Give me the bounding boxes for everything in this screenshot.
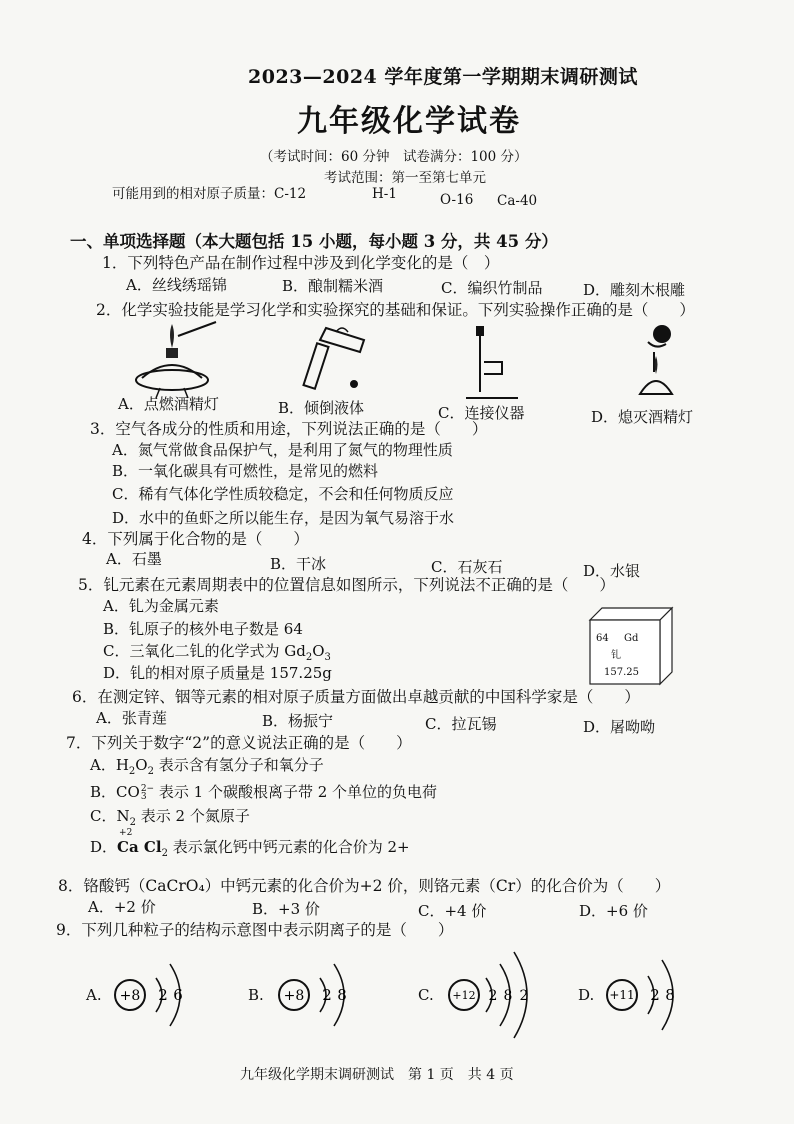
q8-stem: 8．铬酸钙（CaCrO₄）中钙元素的化合价为+2 价，则铬元素（Cr）的化合价为（ ） xyxy=(58,877,671,895)
q8-option-b: B．+3 价 xyxy=(252,900,320,918)
q5-option-c: C．三氧化二钆的化学式为 $Gd_2O_3$ xyxy=(103,642,331,663)
q9-atom-diagram-d xyxy=(604,946,704,1044)
q4-option-a: A．石墨 xyxy=(106,550,162,568)
connecting-apparatus-illustration xyxy=(462,322,522,404)
q9-option-a-label: A. xyxy=(86,986,102,1004)
q2-stem: 2．化学实验技能是学习化学和实验探究的基础和保证。下列实验操作正确的是（ ） xyxy=(96,301,695,319)
q9-a-shell1: 2 xyxy=(158,986,168,1004)
q8-option-d: D．+6 价 xyxy=(579,902,648,920)
q4-option-b: B．干冰 xyxy=(270,555,327,573)
q8-option-a: A．+2 价 xyxy=(88,898,156,916)
q1-option-b: B．酿制糯米酒 xyxy=(282,277,384,295)
q1-stem: 1．下列特色产品在制作过程中涉及到化学变化的是（ ） xyxy=(102,254,500,272)
atomic-mass-ca: Ca-40 xyxy=(497,193,538,209)
atomic-mass-label: 可能用到的相对原子质量：C-12 xyxy=(112,186,307,202)
scope: 考试范围：第一至第七单元 xyxy=(324,170,486,186)
q6-stem: 6．在测定锌、铟等元素的相对原子质量方面做出卓越贡献的中国科学家是（ ） xyxy=(72,688,640,706)
q3-option-c: C．稀有气体化学性质较稳定，不会和任何物质反应 xyxy=(112,485,454,503)
q6-option-b: B．杨振宁 xyxy=(262,712,334,730)
q9-b-shell1: 2 xyxy=(322,986,332,1004)
q3-option-d: D．水中的鱼虾之所以能生存，是因为氧气易溶于水 xyxy=(112,509,455,527)
q6-option-a: A．张青莲 xyxy=(96,709,167,727)
q6-option-c: C．拉瓦锡 xyxy=(425,715,497,733)
q8-option-c: C．+4 价 xyxy=(418,902,487,920)
q7-option-a: A．$H_2O_2$ 表示含有氢分子和氧分子 xyxy=(90,756,324,777)
q2-option-b: B．倾倒液体 xyxy=(278,399,365,417)
alcohol-lamp-lighting-illustration xyxy=(130,312,220,400)
q2-option-a: A．点燃酒精灯 xyxy=(118,395,219,413)
q9-stem: 9．下列几种粒子的结构示意图中表示阴离子的是（ ） xyxy=(56,921,454,939)
q2-option-c: C．连接仪器 xyxy=(438,404,525,422)
q9-a-nucleus: +8 xyxy=(119,988,141,1004)
q2-option-d: D．熄灭酒精灯 xyxy=(591,408,694,426)
atomic-mass-h: H-1 xyxy=(372,186,397,202)
q9-atom-diagram-b xyxy=(276,950,376,1040)
q4-stem: 4．下列属于化合物的是（ ） xyxy=(82,530,309,548)
q3-option-a: A．氮气常做食品保护气，是利用了氮气的物理性质 xyxy=(112,441,453,459)
q9-atom-diagram-c xyxy=(446,946,556,1044)
q9-b-shell2: 8 xyxy=(337,986,347,1004)
cell-atomic-number: 64 xyxy=(596,633,609,644)
q4-option-c: C．石灰石 xyxy=(431,558,503,576)
q3-stem: 3．空气各成分的性质和用途，下列说法正确的是（ ） xyxy=(90,420,488,438)
cell-symbol: Gd xyxy=(624,633,639,644)
q9-d-shell1: 2 xyxy=(650,986,660,1004)
q9-atom-diagram-a xyxy=(112,950,212,1040)
q5-option-d: D．钆的相对原子质量是 157.25g xyxy=(103,664,332,682)
q9-d-nucleus: +11 xyxy=(609,988,635,1002)
atomic-mass-o: O-16 xyxy=(440,192,474,208)
q6-option-d: D．屠呦呦 xyxy=(583,718,656,736)
q5-stem: 5．钆元素在元素周期表中的位置信息如图所示，下列说法不正确的是（ ） xyxy=(78,576,615,594)
q7-option-b: B．CO2− 3 表示 1 个碳酸根离子带 2 个单位的负电荷 xyxy=(90,783,438,802)
q9-a-shell2: 6 xyxy=(173,986,183,1004)
q4-option-d: D．水银 xyxy=(583,562,641,580)
q7-option-c: C．$N_2$ 表示 2 个氮原子 xyxy=(90,807,250,828)
q7-option-d: D． +2 Ca $Cl_2$ 表示氯化钙中钙元素的化合价为 2+ xyxy=(90,828,410,859)
section-title: 一、单项选择题（本大题包括 15 小题，每小题 3 分，共 45 分） xyxy=(70,232,558,251)
q9-c-shell3: 2 xyxy=(519,988,529,1004)
paper-title: 九年级化学试卷 xyxy=(297,104,521,139)
cell-atomic-mass: 157.25 xyxy=(604,667,639,678)
q9-c-shell2: 8 xyxy=(503,988,513,1004)
q9-d-shell2: 8 xyxy=(665,986,675,1004)
q9-option-d-label: D. xyxy=(578,986,595,1004)
extinguishing-lamp-illustration xyxy=(626,322,688,402)
q1-option-a: A．丝线绣瑶锦 xyxy=(126,276,227,294)
q5-option-a: A．钆为金属元素 xyxy=(103,597,219,615)
q9-c-shell1: 2 xyxy=(488,988,498,1004)
q9-option-b-label: B. xyxy=(248,986,264,1004)
q5-option-b: B．钆原子的核外电子数是 64 xyxy=(103,620,303,638)
q7-stem: 7．下列关于数字“2”的意义说法正确的是（ ） xyxy=(66,734,412,752)
q9-b-nucleus: +8 xyxy=(283,988,305,1004)
q1-option-c: C．编织竹制品 xyxy=(441,279,543,297)
page-footer: 九年级化学期末调研测试 第 1 页 共 4 页 xyxy=(240,1067,514,1083)
cell-element-name: 钆 xyxy=(611,650,621,661)
q9-option-c-label: C. xyxy=(418,986,434,1004)
q9-c-nucleus: +12 xyxy=(452,989,476,1002)
exam-name: 2023—2024 学年度第一学期期末调研测试 xyxy=(248,66,638,88)
time-info: （考试时间：60 分钟 试卷满分：100 分） xyxy=(260,149,528,165)
q1-option-d: D．雕刻木根雕 xyxy=(583,281,686,299)
q3-option-b: B．一氧化碳具有可燃性，是常见的燃料 xyxy=(112,462,379,480)
pouring-liquid-illustration xyxy=(296,318,376,396)
